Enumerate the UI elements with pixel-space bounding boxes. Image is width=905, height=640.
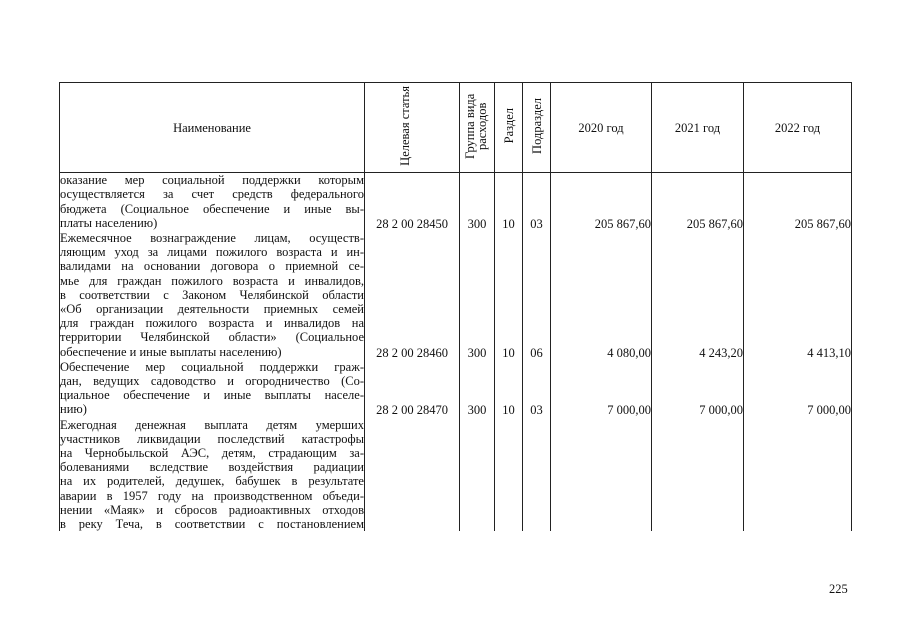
row-subsection-cell [523, 360, 551, 418]
row-name-line: участников ликвидации последствий катастрофы [60, 431, 364, 446]
row-name-line: Ежегодная денежная выплата детям умерших [60, 417, 364, 432]
header-target-article-label: Целевая статья [398, 86, 412, 166]
header-section [495, 83, 523, 173]
header-name [60, 83, 365, 173]
header-2022-label: 2022 год [774, 120, 821, 135]
row-amount-2022-cell [744, 418, 852, 532]
header-2020 [551, 83, 652, 173]
header-2021-label: 2021 год [674, 120, 721, 135]
row-amount-2022-cell [744, 360, 852, 418]
row-name-line: аварии в 1957 году на производственном объеди- [60, 488, 364, 503]
table-row [60, 231, 852, 360]
row-name-line: «Об организации деятельности приемных семей [60, 302, 364, 317]
row-target-article-cell [365, 418, 460, 532]
row-subsection: 03 [530, 403, 543, 418]
page-number: 225 [829, 582, 848, 596]
row-name-line: мье для граждан пожилого возраста и инвалидов, [60, 273, 364, 288]
row-amount-2022-cell [744, 173, 852, 231]
row-name-line: дан, ведущих садоводство и огородничество (Со- [60, 374, 364, 388]
row-expense-group-cell [460, 360, 495, 418]
row-name-line: болеваниями вследствие воздействия радиации [60, 460, 364, 475]
row-name-line: ляющим уход за лицами пожилого возраста и ин- [60, 245, 364, 260]
row-expense-group-cell [460, 231, 495, 360]
row-section [495, 418, 522, 518]
row-name-line: оказание мер социальной поддержки которым [60, 173, 364, 188]
row-section-cell [495, 360, 523, 418]
header-target-article [365, 83, 460, 173]
row-section-cell [495, 173, 523, 231]
row-name-line: для граждан пожилого возраста и инвалидов на [60, 316, 364, 331]
row-name [60, 231, 365, 360]
row-amount-2021-cell [652, 418, 744, 532]
table-row [60, 360, 852, 418]
row-subsection: 06 [530, 345, 543, 360]
row-name-line: бюджета (Социальное обеспечение и иные вы- [60, 201, 364, 216]
row-target-article: 28 2 00 28460 [376, 345, 448, 360]
row-amount-2022 [744, 418, 851, 518]
row-name [60, 360, 365, 418]
row-name-line: нении «Маяк» и сбросов радиоактивных отходов [60, 502, 364, 517]
row-amount-2020: 7 000,00 [607, 403, 651, 418]
row-target-article-cell [365, 360, 460, 418]
row-expense-group-cell [460, 173, 495, 231]
row-name-line: в соответствии с Законом Челябинской области [60, 287, 364, 302]
table-row [60, 173, 852, 231]
row-name-line: в реку Теча, в соответствии с постановлением [60, 517, 364, 532]
row-amount-2021: 4 243,20 [699, 345, 743, 360]
row-name-line: валидами на основании договора о приемной се- [60, 259, 364, 274]
row-amount-2022-cell [744, 231, 852, 360]
row-amount-2020: 4 080,00 [607, 345, 651, 360]
row-name-line: на их родителей, дедушек, бабушек в результате [60, 474, 364, 489]
row-subsection-cell [523, 173, 551, 231]
row-subsection [523, 418, 550, 518]
row-amount-2022: 4 413,10 [807, 345, 851, 360]
row-target-article [365, 418, 459, 518]
header-name-label: Наименование [173, 120, 251, 135]
row-amount-2022: 7 000,00 [807, 403, 851, 418]
row-amount-2020-cell [551, 231, 652, 360]
row-subsection-cell [523, 418, 551, 532]
row-name-line: осуществляется за счет средств федерального [60, 187, 364, 202]
row-name-line: Обеспечение мер социальной поддержки граж- [60, 359, 364, 374]
row-name-line: циальное обеспечение и иные выплаты населе- [60, 388, 364, 403]
header-section-label: Раздел [501, 108, 516, 144]
row-amount-2021-cell [652, 231, 744, 360]
header-expense-group [460, 83, 495, 173]
row-name-line: обеспечение и иные выплаты населению) [60, 344, 282, 359]
row-expense-group: 300 [467, 216, 487, 231]
row-expense-group: 300 [467, 403, 487, 418]
header-subsection-label: Подраздел [529, 98, 544, 154]
budget-table [59, 82, 852, 531]
row-amount-2020-cell [551, 173, 652, 231]
row-expense-group [460, 418, 494, 518]
row-name [60, 173, 365, 231]
table-body [60, 173, 852, 532]
table-row [60, 418, 852, 532]
row-amount-2021: 205 867,60 [686, 216, 743, 231]
row-subsection-cell [523, 231, 551, 360]
row-amount-2021: 7 000,00 [699, 403, 743, 418]
row-section-cell [495, 231, 523, 360]
row-amount-2020 [551, 418, 651, 518]
row-name-line: на Чернобыльской АЭС, детям, страдающим за- [60, 446, 364, 460]
row-amount-2020: 205 867,60 [594, 216, 651, 231]
header-2021 [652, 83, 744, 173]
row-section: 10 [502, 216, 515, 231]
row-amount-2021-cell [652, 360, 744, 418]
row-amount-2021 [652, 418, 743, 518]
row-amount-2022: 205 867,60 [794, 216, 851, 231]
row-name-line: платы населению) [60, 215, 158, 230]
row-name-line: территории Челябинской области» (Социальное [60, 330, 364, 345]
row-name-line: нию) [60, 402, 87, 417]
header-subsection [523, 83, 551, 173]
row-expense-group-cell [460, 418, 495, 532]
row-target-article: 28 2 00 28450 [376, 216, 448, 231]
header-expense-group-label: Группа вида расходов [463, 93, 489, 159]
row-expense-group: 300 [467, 345, 487, 360]
row-name-line: Ежемесячное вознаграждение лицам, осуществ- [60, 231, 364, 245]
row-subsection: 03 [530, 216, 543, 231]
row-amount-2021-cell [652, 173, 744, 231]
header-row [60, 83, 852, 173]
row-section: 10 [502, 345, 515, 360]
row-target-article-cell [365, 231, 460, 360]
row-amount-2020-cell [551, 360, 652, 418]
row-amount-2020-cell [551, 418, 652, 532]
row-name [60, 418, 365, 532]
header-2020-label: 2020 год [578, 120, 624, 135]
row-section: 10 [502, 403, 515, 418]
row-section-cell [495, 418, 523, 532]
row-target-article: 28 2 00 28470 [376, 403, 448, 418]
header-2022 [744, 83, 852, 173]
row-target-article-cell [365, 173, 460, 231]
